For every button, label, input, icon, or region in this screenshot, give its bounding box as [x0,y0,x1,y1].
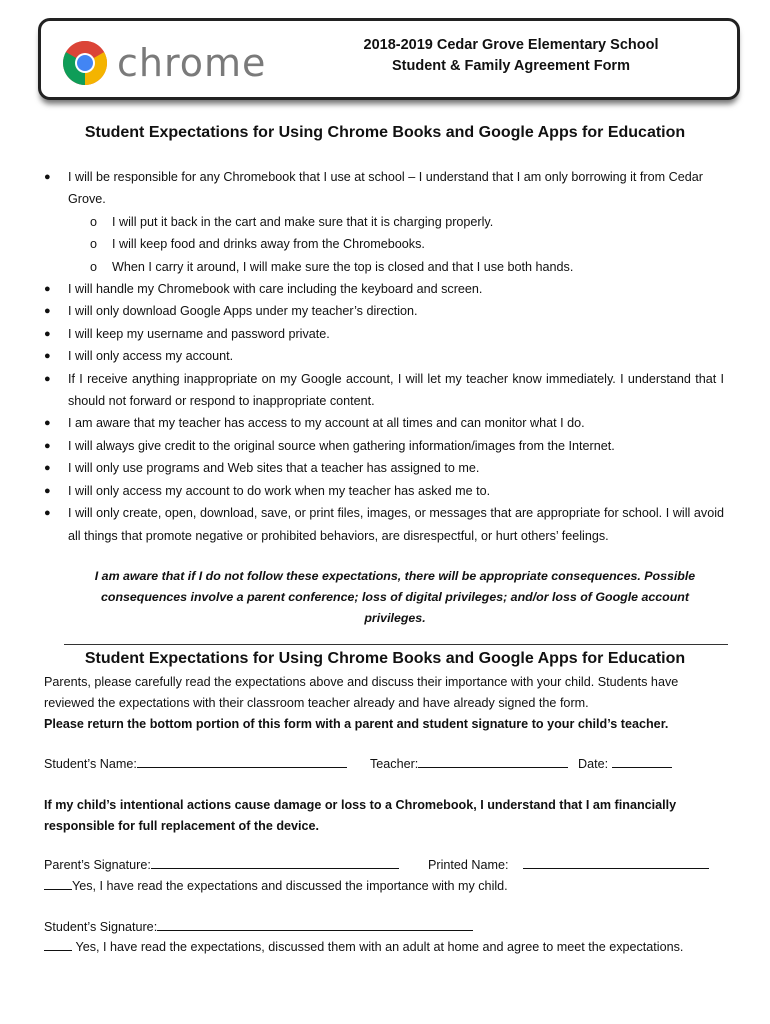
list-item [44,502,724,547]
list-item-text: I will handle my Chromebook with care including the keyboard and screen. [68,282,483,297]
list-item [44,300,724,322]
list-item-text: I am aware that my teacher has access to my account at all times and can monitor what I do. [68,416,585,431]
list-item [44,435,724,457]
consequences-warning: I am aware that if I do not follow these expectations, there will be appropriate consequences. Possible consequences involve a parent conference; loss of digital privileges; and/or loss of Google account privileges. [94,569,696,625]
header-banner [38,18,740,100]
list-item-text: If I receive anything inappropriate on my Google account, I will let my teacher know immediately. I understand that I should not forward or respond to inappropriate content. [68,371,724,409]
list-item [44,345,724,367]
damage-responsibility-note: If my child’s intentional actions cause damage or loss to a Chromebook, I understand that I am financially responsible for full replacement of the device. [44,798,677,833]
list-item-text: I will only access my account to do work when my teacher has asked me to. [68,483,491,498]
list-item-text: I will only download Google Apps under my teacher’s direction. [68,304,418,319]
sub-list-item [44,211,724,233]
sub-list-item [44,233,724,255]
list-item-text: I will only access my account. [68,349,234,364]
chrome-icon [61,39,109,87]
list-item [44,412,724,434]
parent-acknowledgement-text: Yes, I have read the expectations and discussed the importance with my child. [72,879,508,893]
list-item [44,166,724,211]
student-name-line[interactable] [137,755,347,768]
printed-name-label: Printed Name: [428,858,509,872]
form-title-line2: Student & Family Agreement Form [392,58,630,74]
parent-check-line[interactable] [44,877,72,890]
sub-item-text: I will keep food and drinks away from the Chromebooks. [112,237,425,252]
list-item-text: I will only use programs and Web sites that a teacher has assigned to me. [68,461,480,476]
chrome-logo [61,41,266,85]
student-signature-line[interactable] [157,918,473,931]
printed-name-line[interactable] [523,856,709,869]
bullet-icon: ● [44,327,51,340]
list-item [44,457,724,479]
form-title [311,35,711,77]
section-divider [64,644,728,645]
teacher-line[interactable] [418,755,568,768]
bullet-icon: ● [44,305,51,318]
parent-acknowledgement [44,876,724,897]
student-acknowledgement-text: Yes, I have read the expectations, discussed them with an adult at home and agree to meet the expectations. [75,940,684,954]
date-field[interactable] [578,755,672,771]
sub-item-text: I will put it back in the cart and make sure that it is charging properly. [112,214,494,229]
parent-instructions [44,672,724,734]
list-item [44,278,724,300]
student-signature-field[interactable] [44,918,473,934]
parent-intro-text: Parents, please carefully read the expectations above and discuss their importance with your child. Students have reviewed the expectations with their classroom teacher already and have already signed the form. [44,675,679,710]
bullet-icon: ● [44,417,51,430]
sub-list-item [44,256,724,278]
sub-bullet-icon: o [90,259,98,274]
bullet-icon: ● [44,171,51,183]
list-item-text: I will keep my username and password private. [68,326,330,341]
date-label: Date: [578,757,609,771]
student-name-label: Student’s Name: [44,757,137,771]
parent-signature-field[interactable] [44,856,399,872]
list-item-text: I will be responsible for any Chromebook that I use at school – I understand that I am only borrowing it from Cedar Grove. [68,170,703,207]
date-line[interactable] [612,755,672,768]
parent-signature-label: Parent’s Signature: [44,858,151,872]
parent-signature-line[interactable] [151,856,399,869]
list-item [44,323,724,345]
student-acknowledgement [44,937,724,958]
list-item [44,480,724,502]
return-note: Please return the bottom portion of this form with a parent and student signature to your child’s teacher. [44,716,669,731]
section2-heading: Student Expectations for Using Chrome Books and Google Apps for Education [84,650,686,667]
bullet-icon: ● [44,462,51,475]
bullet-icon: ● [44,350,51,363]
expectations-list [44,166,724,547]
sub-bullet-icon: o [90,214,98,229]
sub-bullet-icon: o [90,237,98,252]
form-title-line1: 2018-2019 Cedar Grove Elementary School [363,37,659,53]
sub-item-text: When I carry it around, I will make sure the top is closed and that I use both hands. [112,259,574,274]
bullet-icon: ● [44,439,51,452]
list-item [44,368,724,413]
list-item-text: I will always give credit to the original source when gathering information/images from the Internet. [68,438,615,453]
teacher-label: Teacher: [370,757,419,771]
printed-name-field[interactable] [428,856,709,872]
list-item-text: I will only create, open, download, save, or print files, images, or messages that are appropriate for school. I will avoid all things that promote negative or prohibited behaviors, are disrespectful, or hurt others’ feelings. [68,506,724,543]
chrome-logo-text: chrome [117,41,267,85]
student-signature-label: Student’s Signature: [44,920,158,934]
bullet-icon: ● [44,507,51,520]
student-name-field[interactable] [44,755,347,771]
student-check-line[interactable] [44,938,72,951]
section1-heading: Student Expectations for Using Chrome Books and Google Apps for Education [84,124,686,141]
teacher-field[interactable] [370,755,568,771]
bullet-icon: ● [44,283,51,296]
bullet-icon: ● [44,484,51,497]
bullet-icon: ● [44,372,51,385]
